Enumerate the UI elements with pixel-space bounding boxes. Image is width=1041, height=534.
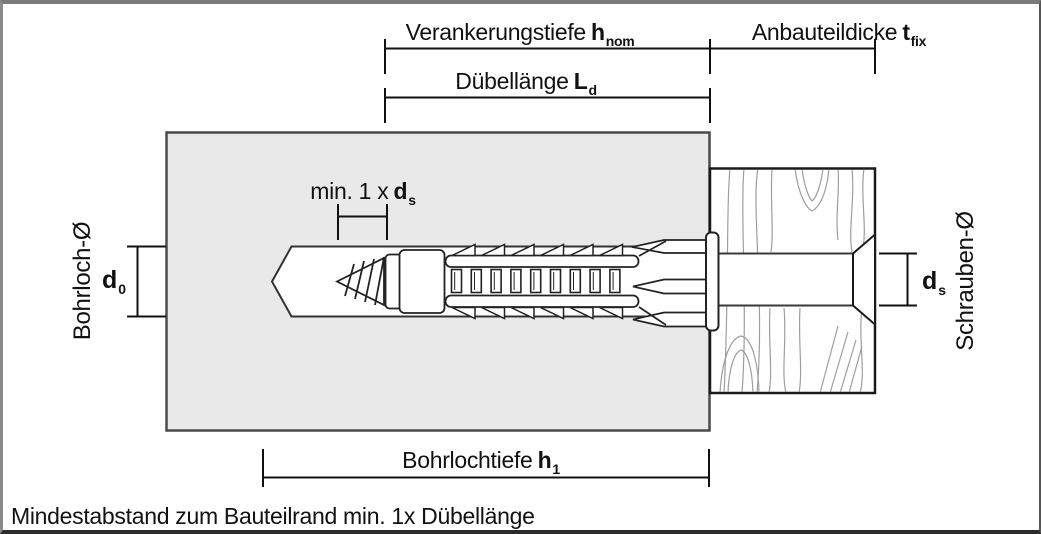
label-bohrlochtiefe-subscript: 1 (552, 461, 560, 478)
label-bohrloch-diameter-text: Bohrloch-Ø (69, 221, 96, 341)
label-ds-subscript: s (938, 282, 947, 299)
label-anbauteildicke-symbol: t (902, 19, 910, 45)
anchor-slots (452, 270, 620, 293)
footnote-text: Mindestabstand zum Bauteilrand min. 1x Dübellänge (11, 503, 535, 529)
screw-shaft (714, 254, 854, 306)
label-duebellaenge-symbol: L (573, 68, 588, 94)
label-duebellaenge-subscript: d (588, 82, 597, 99)
label-d0 (102, 266, 127, 298)
label-d0-symbol: d (102, 266, 118, 294)
label-duebellaenge-text: Dübellänge (455, 68, 569, 94)
label-verankerungstiefe-subscript: nom (605, 33, 635, 50)
label-bohrloch-diameter (69, 222, 97, 340)
label-bohrlochtiefe-text: Bohrlochtiefe (402, 447, 533, 473)
label-min-ds-text: min. 1 x (310, 178, 389, 204)
label-bohrlochtiefe (402, 447, 560, 478)
label-schrauben-diameter (952, 211, 980, 350)
label-anbauteildicke-text: Anbauteildicke (751, 19, 898, 45)
label-schrauben-diameter-text: Schrauben-Ø (952, 211, 979, 351)
label-anbauteildicke-subscript: fix (910, 33, 927, 50)
label-min-ds-symbol: d (393, 178, 408, 204)
label-verankerungstiefe-symbol: h (590, 19, 605, 45)
label-ds (922, 267, 947, 299)
label-verankerungstiefe (405, 19, 635, 50)
label-bohrlochtiefe-symbol: h (537, 447, 552, 473)
label-verankerungstiefe-text: Verankerungstiefe (405, 19, 586, 45)
label-ds-symbol: d (922, 267, 938, 295)
footnote-min-edge-distance (11, 503, 535, 530)
label-d0-subscript: 0 (118, 281, 127, 298)
label-anbauteildicke (751, 19, 927, 50)
label-duebellaenge (455, 68, 597, 99)
label-min-ds-subscript: s (408, 192, 416, 209)
label-min-ds (310, 178, 416, 209)
anchor-collar (706, 233, 719, 331)
